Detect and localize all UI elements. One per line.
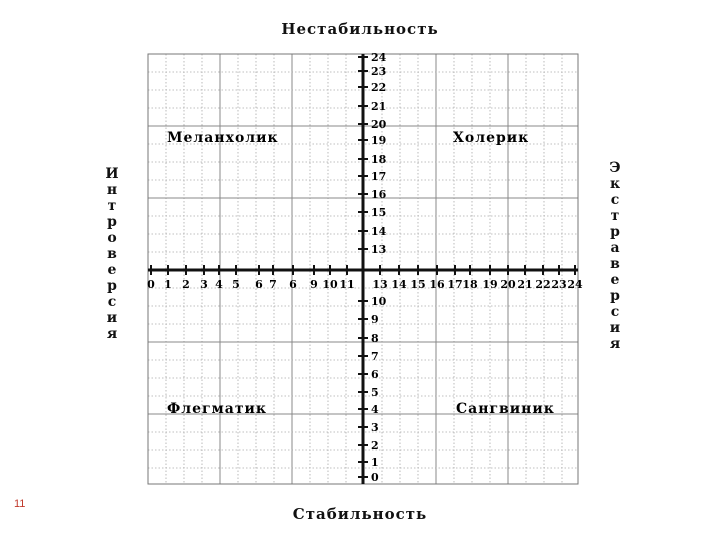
axis-title-left-letter: н — [106, 182, 118, 198]
quadrant-label-top-right: Холерик — [453, 130, 530, 146]
x-axis-tick-labels — [147, 278, 583, 291]
x-tick-label: 23 — [551, 278, 567, 291]
y-tick-label: 16 — [371, 188, 387, 201]
x-tick-label: 5 — [232, 278, 240, 291]
y-tick-label: 5 — [371, 386, 379, 399]
x-tick-label: 20 — [500, 278, 516, 291]
y-tick-label: 4 — [371, 403, 379, 416]
y-tick-label: 6 — [371, 368, 379, 381]
axis-title-right-letter: в — [610, 256, 620, 272]
y-tick-label: 19 — [371, 134, 387, 147]
x-tick-label: 15 — [410, 278, 426, 291]
axis-title-left-letter: с — [107, 294, 117, 310]
y-tick-label: 2 — [371, 439, 379, 452]
x-tick-label: 10 — [322, 278, 338, 291]
axis-title-right-letter: е — [610, 272, 620, 288]
y-tick-label: 14 — [371, 225, 387, 238]
x-tick-label: 7 — [269, 278, 277, 291]
x-tick-label: 11 — [339, 278, 355, 291]
axis-title-right-letter: с — [610, 192, 620, 208]
axis-title-right-letter: р — [610, 288, 620, 304]
x-tick-label: 16 — [429, 278, 445, 291]
y-tick-label: 10 — [371, 295, 387, 308]
y-tick-label: 17 — [371, 170, 387, 183]
axis-title-right-letter: к — [609, 176, 621, 192]
x-tick-label: 14 — [391, 278, 407, 291]
y-tick-label: 8 — [371, 332, 379, 345]
y-tick-label: 21 — [371, 100, 387, 113]
axis-title-right-letter: а — [610, 240, 620, 256]
x-tick-label: 6 — [255, 278, 263, 291]
y-tick-label: 15 — [371, 206, 387, 219]
axis-title-right-letter: и — [609, 320, 621, 336]
axis-title-right-letter: р — [610, 224, 620, 240]
y-axis-tick-labels — [371, 51, 387, 484]
x-tick-label: 1 — [164, 278, 172, 291]
x-tick-label: 3 — [200, 278, 208, 291]
axis-title-left-letter: р — [107, 214, 117, 230]
y-tick-label: 7 — [371, 350, 379, 363]
y-tick-label: 24 — [371, 51, 387, 64]
axis-title-right-letter: Э — [609, 160, 621, 176]
axis-title-left-letter: И — [105, 166, 119, 182]
x-tick-label: 0 — [147, 278, 155, 291]
quadrant-label-bottom-right: Сангвиник — [456, 401, 555, 417]
axes — [148, 54, 578, 484]
x-tick-label: 18 — [462, 278, 478, 291]
y-tick-label: 1 — [371, 456, 379, 469]
axis-title-left-letter: и — [106, 310, 118, 326]
x-tick-label: 2 — [182, 278, 190, 291]
y-tick-label: 22 — [371, 81, 387, 94]
page-number: 11 — [14, 498, 26, 510]
axis-title-bottom: Стабильность — [292, 505, 428, 523]
x-tick-label: 4 — [215, 278, 223, 291]
x-tick-label: 6 — [289, 278, 297, 291]
y-tick-label: 20 — [371, 118, 387, 131]
y-tick-label: 13 — [371, 243, 387, 256]
axis-title-left-letter: я — [106, 326, 118, 342]
y-tick-label: 23 — [371, 65, 387, 78]
axis-title-left-letter: р — [107, 278, 117, 294]
x-tick-label: 22 — [535, 278, 551, 291]
quadrant-label-bottom-left: Флегматик — [167, 401, 268, 417]
y-tick-label: 0 — [371, 471, 379, 484]
quadrant-label-top-left: Меланхолик — [167, 130, 279, 146]
y-tick-label: 3 — [371, 421, 379, 434]
axis-title-right-letter: с — [610, 304, 620, 320]
axis-title-left-letter: о — [107, 230, 117, 246]
x-tick-label: 17 — [447, 278, 463, 291]
axis-title-left-letter: е — [107, 262, 117, 278]
y-tick-label: 9 — [371, 313, 379, 326]
x-tick-label: 19 — [482, 278, 498, 291]
axis-title-top: Нестабильность — [281, 20, 439, 38]
x-tick-label: 21 — [517, 278, 533, 291]
axis-title-left-letter: т — [107, 198, 117, 214]
y-tick-label: 18 — [371, 153, 387, 166]
axis-title-right-letter: я — [609, 336, 621, 352]
x-tick-label: 13 — [372, 278, 388, 291]
x-tick-label: 9 — [310, 278, 318, 291]
x-tick-label: 24 — [567, 278, 583, 291]
axis-title-left-letter: в — [107, 246, 117, 262]
axis-title-right-letter: т — [610, 208, 620, 224]
